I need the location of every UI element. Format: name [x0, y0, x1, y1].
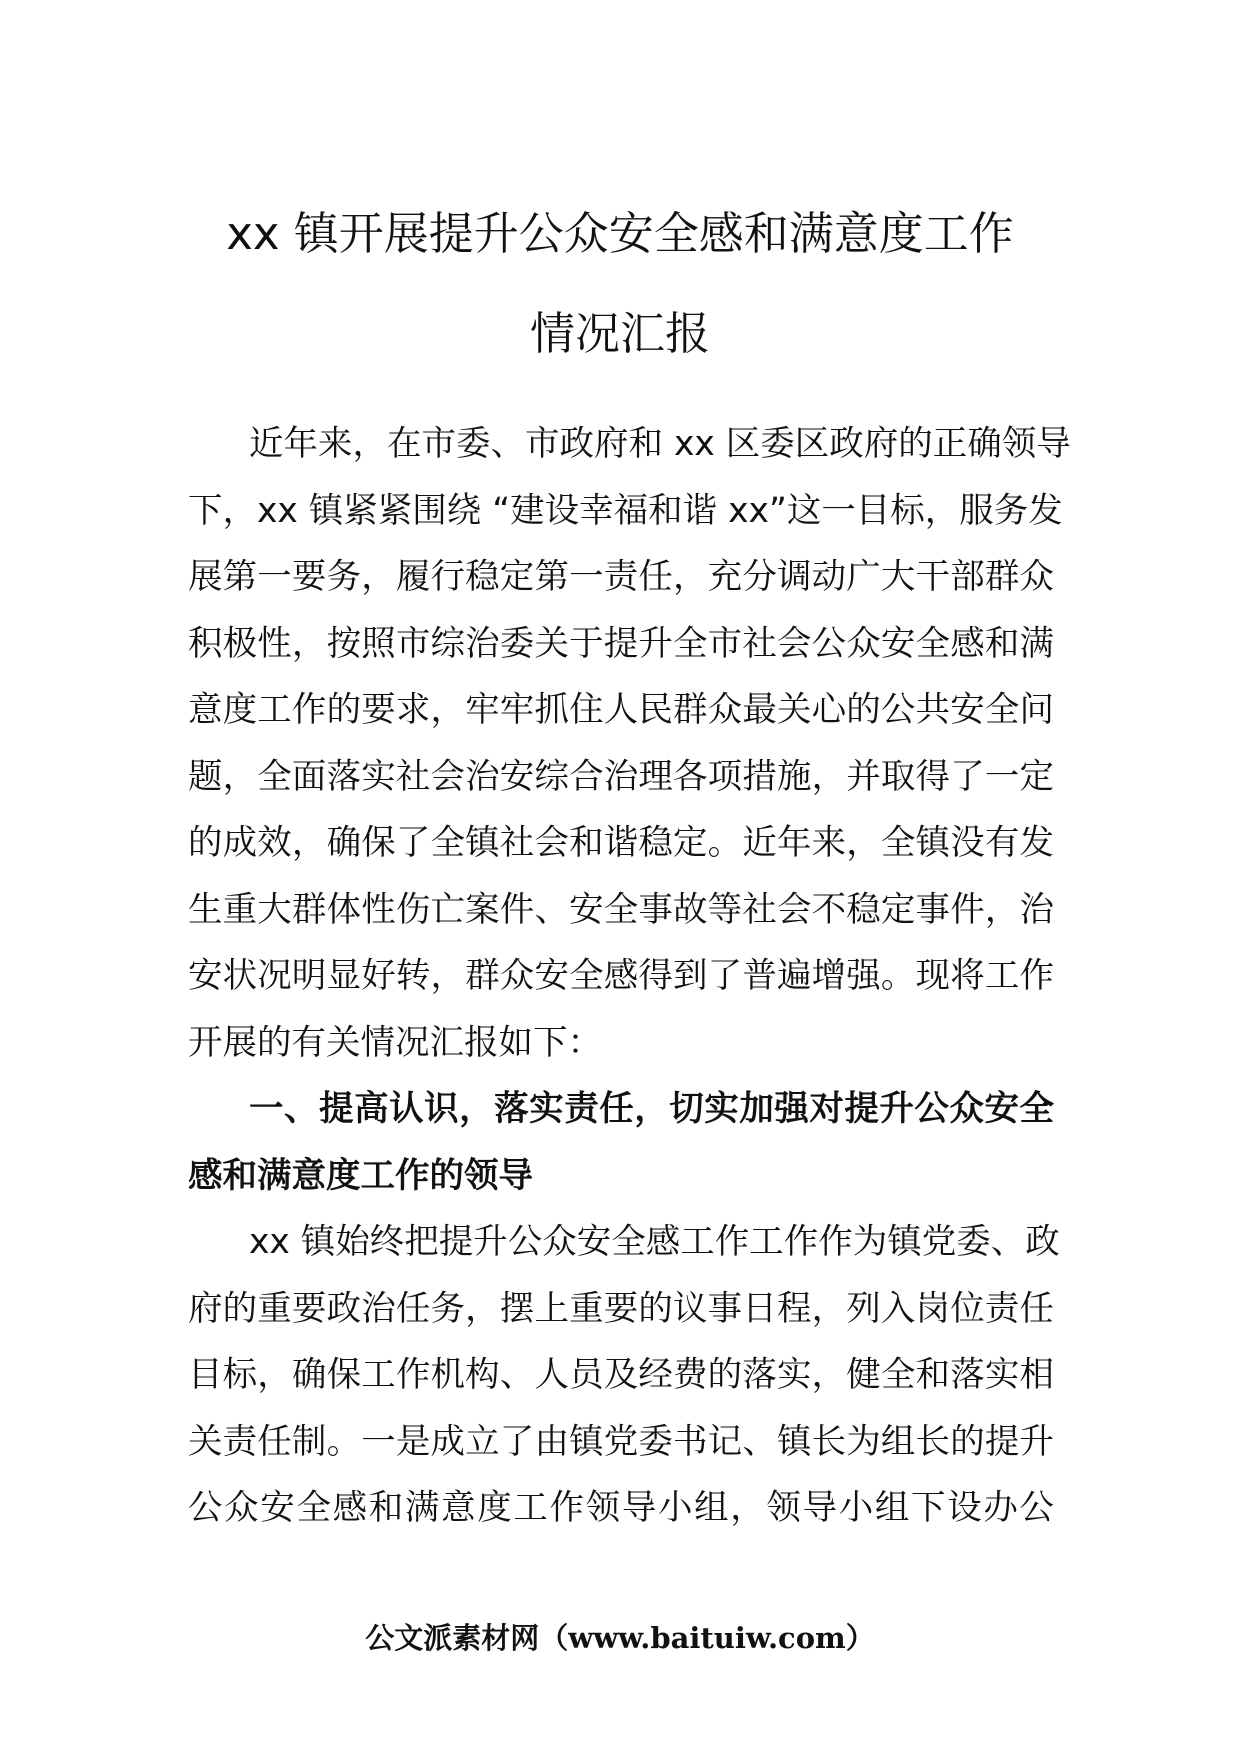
paragraph-line: 积极性，按照市综治委关于提升全市社会公众安全感和满: [188, 623, 1054, 664]
footer-watermark: 公文派素材网（www.baituiw.com）: [365, 1621, 875, 1655]
paragraph-line: 府的重要政治任务，摆上重要的议事日程，列入岗位责任: [188, 1288, 1054, 1329]
paragraph-line: 目标，确保工作机构、人员及经费的落实，健全和落实相: [188, 1355, 1054, 1395]
paragraph-line: 安状况明显好转，群众安全感得到了普遍增强。现将工作: [188, 956, 1054, 996]
paragraph-line: 关责任制。一是成立了由镇党委书记、镇长为组长的提升: [188, 1421, 1054, 1462]
paragraph-line: 生重大群体性伤亡案件、安全事故等社会不稳定事件，治: [188, 889, 1054, 930]
paragraph-line: 意度工作的要求，牢牢抓住人民群众最关心的公共安全问: [188, 690, 1054, 730]
paragraph-line: 近年来，在市委、市政府和 xx 区委区政府的正确领导: [249, 424, 1071, 464]
paragraph-line: 下，xx 镇紧紧围绕 “建设幸福和谐 xx”这一目标，服务发: [188, 490, 1063, 531]
paragraph-line: 题，全面落实社会治安综合治理各项措施，并取得了一定: [188, 756, 1054, 797]
document-title-line-1: xx 镇开展提升公众安全感和满意度工作: [226, 207, 1014, 260]
paragraph-line: xx 镇始终把提升公众安全感工作工作作为镇党委、政: [249, 1222, 1060, 1262]
section-heading-line: 一、提高认识，落实责任，切实加强对提升公众安全: [249, 1089, 1054, 1129]
paragraph-line: 展第一要务，履行稳定第一责任，充分调动广大干部群众: [188, 557, 1054, 597]
document-title-line-2: 情况汇报: [529, 307, 710, 360]
document-body: [188, 411, 1071, 1542]
paragraph-line: 开展的有关情况汇报如下：: [188, 1022, 602, 1063]
paragraph-line: 的成效，确保了全镇社会和谐稳定。近年来，全镇没有发: [188, 823, 1054, 863]
paragraph-line: 公众安全感和满意度工作领导小组，领导小组下设办公: [188, 1488, 1054, 1528]
section-heading-line: 感和满意度工作的领导: [188, 1155, 533, 1196]
